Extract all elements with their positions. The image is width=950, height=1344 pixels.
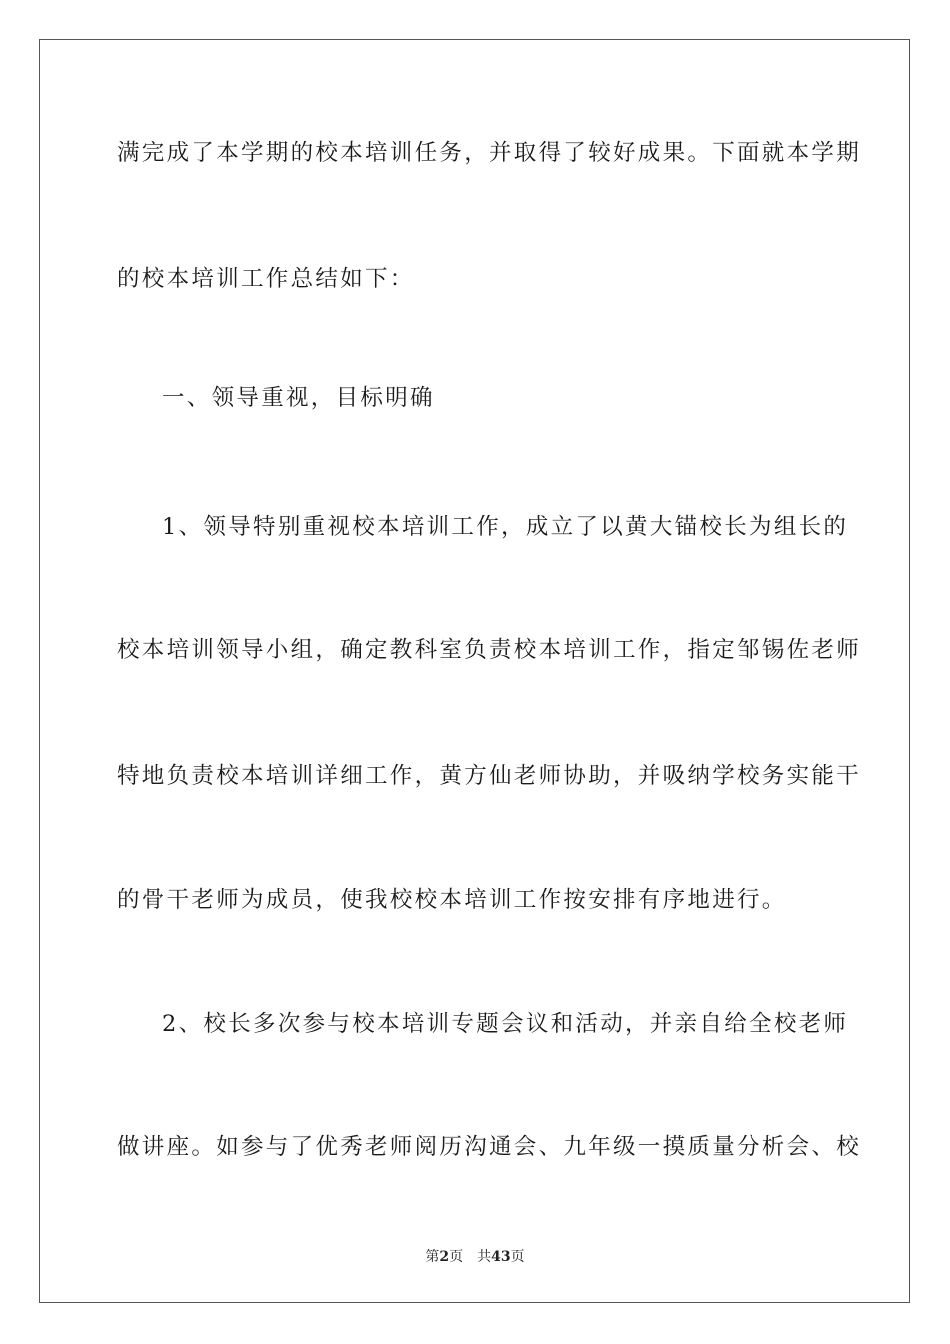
page-suffix: 页 <box>449 1249 464 1265</box>
page-prefix: 第 <box>425 1249 440 1265</box>
page-number: 2 <box>439 1249 450 1265</box>
total-suffix: 页 <box>510 1249 525 1265</box>
text-line: 1、领导特别重视校本培训工作，成立了以黄大锚校长为组长的 <box>162 514 849 540</box>
text-line: 特地负责校本培训详细工作，黄方仙老师协助，并吸纳学校务实能干 <box>117 763 862 789</box>
text-line: 的骨干老师为成员，使我校校本培训工作按安排有序地进行。 <box>117 887 787 913</box>
text-line: 满完成了本学期的校本培训任务，并取得了较好成果。下面就本学期 <box>117 140 862 166</box>
text-line: 2、校长多次参与校本培训专题会议和活动，并亲自给全校老师 <box>162 1011 849 1037</box>
page-border <box>39 39 910 1303</box>
total-pages: 43 <box>491 1249 511 1265</box>
text-line: 校本培训领导小组，确定教科室负责校本培训工作，指定邹锡佐老师 <box>117 637 862 663</box>
section-heading: 一、领导重视，目标明确 <box>162 385 435 411</box>
text-line: 的校本培训工作总结如下： <box>117 266 415 292</box>
page-footer <box>0 1247 950 1267</box>
total-prefix: 共 <box>477 1249 492 1265</box>
text-line: 做讲座。如参与了优秀老师阅历沟通会、九年级一摸质量分析会、校 <box>117 1134 862 1160</box>
